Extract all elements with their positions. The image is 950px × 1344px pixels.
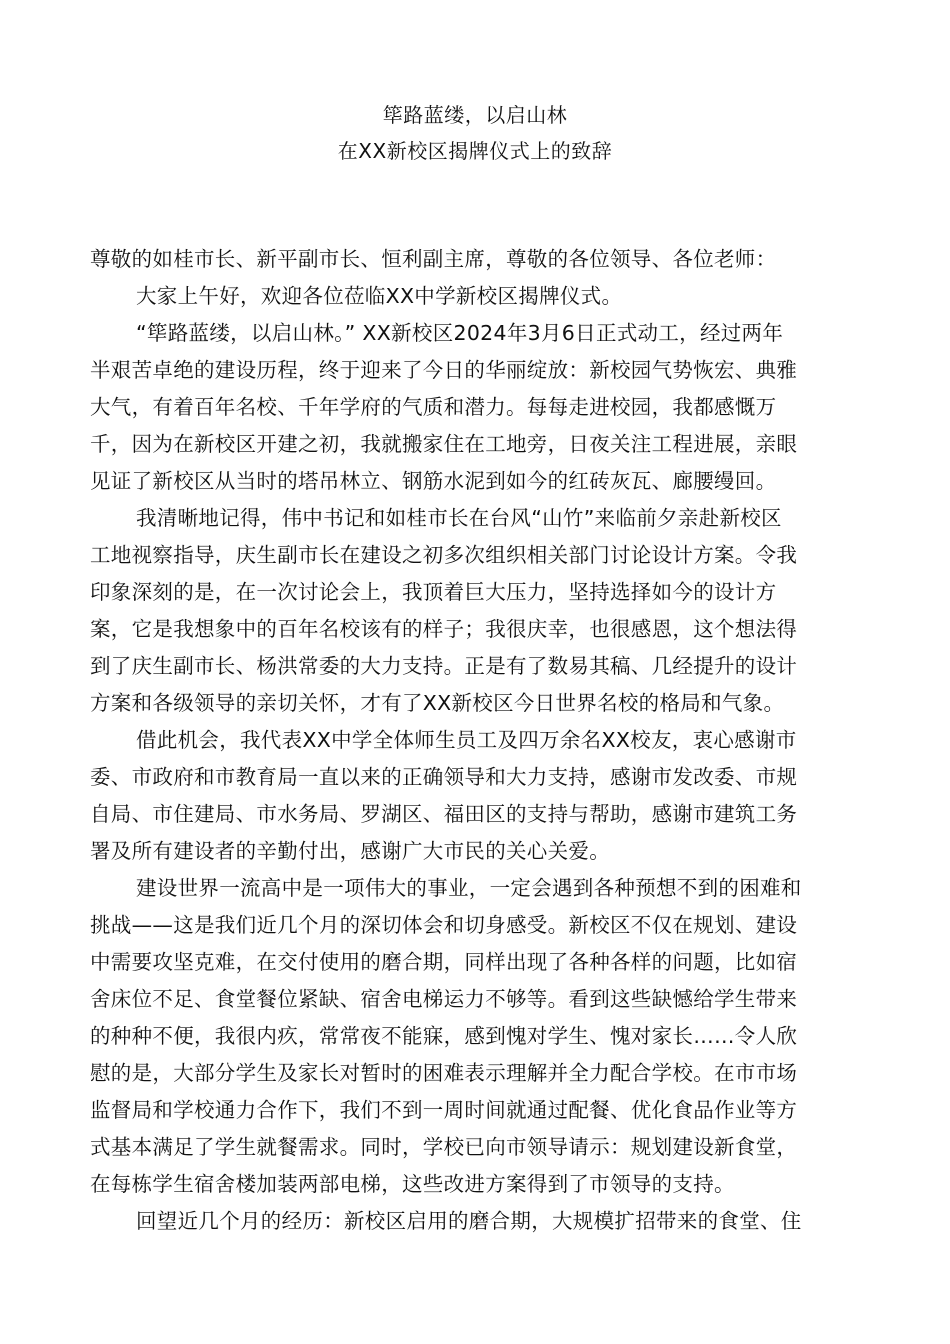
paragraph-line: 借此机会，我代表XX中学全体师生员工及四万余名XX校友，衷心感谢市 bbox=[136, 728, 797, 752]
speech-body bbox=[90, 241, 870, 1240]
paragraph-line: 回望近几个月的经历：新校区启用的磨合期，大规模扩招带来的食堂、住 bbox=[136, 1209, 802, 1233]
paragraph-line: 大家上午好，欢迎各位莅临XX中学新校区揭牌仪式。 bbox=[136, 284, 623, 308]
paragraph-line: 委、市政府和市教育局一直以来的正确领导和大力支持，感谢市发改委、市规 bbox=[90, 765, 798, 789]
paragraph-line: 千，因为在新校区开建之初，我就搬家住在工地旁，日夜关注工程进展，亲眼 bbox=[90, 432, 798, 456]
paragraph-line: 自局、市住建局、市水务局、罗湖区、福田区的支持与帮助，感谢市建筑工务 bbox=[90, 802, 798, 826]
paragraph-line: 式基本满足了学生就餐需求。同时，学校已向市领导请示：规划建设新食堂， bbox=[90, 1135, 798, 1159]
title-block bbox=[0, 97, 950, 169]
paragraph-line: 我清晰地记得，伟中书记和如桂市长在台风“山竹”来临前夕亲赴新校区 bbox=[136, 506, 782, 530]
paragraph-line: 半艰苦卓绝的建设历程，终于迎来了今日的华丽绽放：新校园气势恢宏、典雅 bbox=[90, 358, 798, 382]
paragraph-line: 挑战——这是我们近几个月的深切体会和切身感受。新校区不仅在规划、建设 bbox=[90, 913, 798, 937]
paragraph-line: 署及所有建设者的辛勤付出，感谢广大市民的关心关爱。 bbox=[90, 839, 610, 863]
paragraph-line: 方案和各级领导的亲切关怀，才有了XX新校区今日世界名校的格局和气象。 bbox=[90, 691, 785, 715]
paragraph-line: 的种种不便，我很内疚，常常夜不能寐，感到愧对学生、愧对家长……令人欣 bbox=[90, 1024, 798, 1048]
paragraph-line: 见证了新校区从当时的塔吊林立、钢筋水泥到如今的红砖灰瓦、廊腰缦回。 bbox=[90, 469, 777, 493]
paragraph-line: 建设世界一流高中是一项伟大的事业，一定会遇到各种预想不到的困难和 bbox=[136, 876, 802, 900]
paragraph-line: 大气，有着百年名校、千年学府的气质和潜力。每每走进校园，我都感慨万 bbox=[90, 395, 777, 419]
paragraph-line: 案，它是我想象中的百年名校该有的样子；我很庆幸，也很感恩，这个想法得 bbox=[90, 617, 798, 641]
paragraph-line: 中需要攻坚克难，在交付使用的磨合期，同样出现了各种各样的问题，比如宿 bbox=[90, 950, 798, 974]
paragraph-line: 慰的是，大部分学生及家长对暂时的困难表示理解并全力配合学校。在市市场 bbox=[90, 1061, 798, 1085]
paragraph-line: “筚路蓝缕，以启山林。” XX新校区2024年3月6日正式动工，经过两年 bbox=[136, 321, 784, 345]
salutation-line: 尊敬的如桂市长、新平副市长、恒利副主席，尊敬的各位领导、各位老师： bbox=[90, 247, 777, 271]
paragraph-line: 工地视察指导，庆生副市长在建设之初多次组织相关部门讨论设计方案。令我 bbox=[90, 543, 798, 567]
paragraph-line: 在每栋学生宿舍楼加装两部电梯，这些改进方案得到了市领导的支持。 bbox=[90, 1172, 735, 1196]
paragraph-line: 到了庆生副市长、杨洪常委的大力支持。正是有了数易其稿、几经提升的设计 bbox=[90, 654, 798, 678]
document-subtitle: 在XX新校区揭牌仪式上的致辞 bbox=[337, 139, 613, 163]
paragraph-line: 监督局和学校通力合作下，我们不到一周时间就通过配餐、优化食品作业等方 bbox=[90, 1098, 798, 1122]
paragraph-line: 舍床位不足、食堂餐位紧缺、宿舍电梯运力不够等。看到这些缺憾给学生带来 bbox=[90, 987, 798, 1011]
paragraph-line: 印象深刻的是，在一次讨论会上，我顶着巨大压力，坚持选择如今的设计方 bbox=[90, 580, 777, 604]
document-title: 筚路蓝缕，以启山林 bbox=[382, 103, 568, 127]
